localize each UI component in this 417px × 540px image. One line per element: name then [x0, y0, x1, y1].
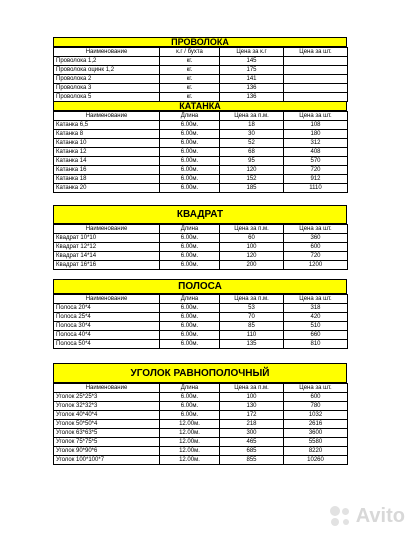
- table-row: [54, 322, 348, 331]
- item-name: Уголок 90*90*6: [54, 447, 160, 456]
- item-price: 300: [220, 429, 284, 438]
- column-header: Цена за п.м.: [220, 295, 284, 304]
- item-price: 100: [220, 393, 284, 402]
- item-name: Квадрат 12*12: [54, 243, 160, 252]
- item-length: 6.00м.: [160, 340, 220, 349]
- item-length: 6.00м.: [160, 139, 220, 148]
- item-name: Катанка 8: [54, 130, 160, 139]
- item-total: 1032: [284, 411, 348, 420]
- column-header: Цена за п.м.: [220, 112, 284, 121]
- table-row: [54, 139, 348, 148]
- avito-watermark: [330, 505, 405, 528]
- section-title: КВАДРАТ: [53, 205, 347, 224]
- item-length: 6.00м.: [160, 243, 220, 252]
- column-header: к.г / бухта: [160, 48, 220, 57]
- table-header: [54, 48, 348, 57]
- table-row: [54, 304, 348, 313]
- table-row: [54, 447, 348, 456]
- item-total: 420: [284, 313, 348, 322]
- item-name: Катанка 16: [54, 166, 160, 175]
- table-row: [54, 175, 348, 184]
- table-row: [54, 420, 348, 429]
- table-row: [54, 157, 348, 166]
- item-total: 8220: [284, 447, 348, 456]
- item-name: Катанка 12: [54, 148, 160, 157]
- column-header: Цена за к.г: [220, 48, 284, 57]
- item-price: 685: [220, 447, 284, 456]
- column-header: Наименование: [54, 48, 160, 57]
- item-price: 465: [220, 438, 284, 447]
- item-unit: кг.: [160, 84, 220, 93]
- item-total: 570: [284, 157, 348, 166]
- item-length: 6.00м.: [160, 402, 220, 411]
- item-length: 12.00м.: [160, 420, 220, 429]
- item-price: 218: [220, 420, 284, 429]
- section-equal-angle: [53, 363, 347, 465]
- item-total: 1200: [284, 261, 348, 270]
- table-row: [54, 234, 348, 243]
- item-price: 141: [220, 75, 284, 84]
- item-name: Квадрат 16*16: [54, 261, 160, 270]
- column-header: Наименование: [54, 225, 160, 234]
- column-header: Цена за шт.: [284, 225, 348, 234]
- item-total: [284, 66, 348, 75]
- item-name: Катанка 6,5: [54, 121, 160, 130]
- item-length: 12.00м.: [160, 438, 220, 447]
- table-header: [54, 295, 348, 304]
- item-length: 12.00м.: [160, 447, 220, 456]
- item-name: Уголок 25*25*3: [54, 393, 160, 402]
- item-name: Уголок 63*63*5: [54, 429, 160, 438]
- item-price: 185: [220, 184, 284, 193]
- section-title: УГОЛОК РАВНОПОЛОЧНЫЙ: [53, 363, 347, 383]
- item-price: 53: [220, 304, 284, 313]
- table-header: [54, 384, 348, 393]
- table-row: [54, 57, 348, 66]
- table-row: [54, 429, 348, 438]
- item-length: 6.00м.: [160, 130, 220, 139]
- item-length: 12.00м.: [160, 456, 220, 465]
- item-name: Полоса 20*4: [54, 304, 160, 313]
- section-title: ПРОВОЛОКА: [53, 37, 347, 47]
- item-price: 200: [220, 261, 284, 270]
- item-name: Уголок 40*40*4: [54, 411, 160, 420]
- item-price: 60: [220, 234, 284, 243]
- section-wire-rod: [53, 101, 347, 193]
- item-total: 360: [284, 234, 348, 243]
- item-total: 912: [284, 175, 348, 184]
- item-total: 810: [284, 340, 348, 349]
- item-total: 510: [284, 322, 348, 331]
- price-table: [53, 383, 348, 465]
- item-total: 660: [284, 331, 348, 340]
- item-price: 30: [220, 130, 284, 139]
- item-total: 1110: [284, 184, 348, 193]
- item-total: 318: [284, 304, 348, 313]
- item-total: 408: [284, 148, 348, 157]
- item-name: Квадрат 14*14: [54, 252, 160, 261]
- item-length: 6.00м.: [160, 411, 220, 420]
- item-price: 145: [220, 57, 284, 66]
- item-length: 6.00м.: [160, 234, 220, 243]
- item-name: Проволока 1,2: [54, 57, 160, 66]
- item-price: 95: [220, 157, 284, 166]
- item-price: 70: [220, 313, 284, 322]
- item-unit: кг.: [160, 57, 220, 66]
- item-name: Полоса 25*4: [54, 313, 160, 322]
- item-name: Полоса 40*4: [54, 331, 160, 340]
- item-length: 6.00м.: [160, 393, 220, 402]
- item-total: 3600: [284, 429, 348, 438]
- price-table: [53, 47, 348, 102]
- item-price: 85: [220, 322, 284, 331]
- item-length: 6.00м.: [160, 304, 220, 313]
- item-price: 120: [220, 252, 284, 261]
- table-row: [54, 66, 348, 75]
- price-table: [53, 294, 348, 349]
- item-name: Проволока 3: [54, 84, 160, 93]
- column-header: Цена за шт.: [284, 295, 348, 304]
- table-row: [54, 411, 348, 420]
- item-price: 172: [220, 411, 284, 420]
- table-row: [54, 252, 348, 261]
- item-total: 10260: [284, 456, 348, 465]
- column-header: Длина: [160, 225, 220, 234]
- column-header: Цена за шт.: [284, 48, 348, 57]
- item-name: Уголок 50*50*4: [54, 420, 160, 429]
- item-total: 312: [284, 139, 348, 148]
- table-row: [54, 166, 348, 175]
- item-total: 600: [284, 393, 348, 402]
- table-row: [54, 456, 348, 465]
- table-row: [54, 148, 348, 157]
- item-name: Проволока 5: [54, 93, 160, 102]
- table-row: [54, 313, 348, 322]
- item-price: 52: [220, 139, 284, 148]
- section-title: КАТАНКА: [53, 101, 347, 111]
- item-name: Полоса 30*4: [54, 322, 160, 331]
- column-header: Цена за п.м.: [220, 225, 284, 234]
- item-length: 6.00м.: [160, 322, 220, 331]
- price-table: [53, 224, 348, 270]
- column-header: Цена за п.м.: [220, 384, 284, 393]
- item-length: 6.00м.: [160, 261, 220, 270]
- item-price: 135: [220, 340, 284, 349]
- item-length: 6.00м.: [160, 121, 220, 130]
- item-price: 68: [220, 148, 284, 157]
- item-total: 780: [284, 402, 348, 411]
- item-unit: кг.: [160, 93, 220, 102]
- table-row: [54, 331, 348, 340]
- item-length: 6.00м.: [160, 313, 220, 322]
- section-square-bar: [53, 205, 347, 270]
- avito-logo-icon: [330, 506, 352, 528]
- item-price: 18: [220, 121, 284, 130]
- item-length: 6.00м.: [160, 184, 220, 193]
- item-price: 100: [220, 243, 284, 252]
- column-header: Цена за шт.: [284, 384, 348, 393]
- item-price: 855: [220, 456, 284, 465]
- item-name: Катанка 20: [54, 184, 160, 193]
- item-total: [284, 84, 348, 93]
- section-wire: [53, 37, 347, 102]
- item-length: 6.00м.: [160, 157, 220, 166]
- item-name: Уголок 75*75*5: [54, 438, 160, 447]
- item-name: Квадрат 10*10: [54, 234, 160, 243]
- item-price: 130: [220, 402, 284, 411]
- item-unit: кг.: [160, 66, 220, 75]
- item-length: 6.00м.: [160, 252, 220, 261]
- table-header: [54, 225, 348, 234]
- item-length: 12.00м.: [160, 429, 220, 438]
- column-header: Цена за шт.: [284, 112, 348, 121]
- item-name: Проволока оцинк 1,2: [54, 66, 160, 75]
- item-total: 108: [284, 121, 348, 130]
- table-row: [54, 75, 348, 84]
- item-total: 5580: [284, 438, 348, 447]
- section-title: ПОЛОСА: [53, 279, 347, 294]
- column-header: Наименование: [54, 295, 160, 304]
- table-row: [54, 84, 348, 93]
- item-name: Проволока 2: [54, 75, 160, 84]
- column-header: Наименование: [54, 112, 160, 121]
- item-length: 6.00м.: [160, 166, 220, 175]
- table-row: [54, 121, 348, 130]
- item-total: 2616: [284, 420, 348, 429]
- item-total: 600: [284, 243, 348, 252]
- item-length: 6.00м.: [160, 148, 220, 157]
- item-total: 720: [284, 252, 348, 261]
- item-name: Полоса 50*4: [54, 340, 160, 349]
- item-price: 120: [220, 166, 284, 175]
- column-header: Наименование: [54, 384, 160, 393]
- column-header: Длина: [160, 384, 220, 393]
- item-price: 136: [220, 84, 284, 93]
- price-table: [53, 111, 348, 193]
- item-name: Уголок 32*32*3: [54, 402, 160, 411]
- column-header: Длина: [160, 112, 220, 121]
- item-name: Катанка 14: [54, 157, 160, 166]
- table-row: [54, 130, 348, 139]
- watermark-text: Avito: [355, 505, 405, 527]
- table-row: [54, 340, 348, 349]
- item-name: Катанка 18: [54, 175, 160, 184]
- item-total: 720: [284, 166, 348, 175]
- table-row: [54, 261, 348, 270]
- item-name: Уголок 100*100*7: [54, 456, 160, 465]
- table-row: [54, 402, 348, 411]
- item-price: 152: [220, 175, 284, 184]
- item-price: 136: [220, 93, 284, 102]
- item-length: 6.00м.: [160, 175, 220, 184]
- section-flat-bar: [53, 279, 347, 349]
- table-row: [54, 393, 348, 402]
- table-header: [54, 112, 348, 121]
- column-header: Длина: [160, 295, 220, 304]
- item-unit: кг.: [160, 75, 220, 84]
- item-name: Катанка 10: [54, 139, 160, 148]
- item-length: 6.00м.: [160, 331, 220, 340]
- item-total: [284, 75, 348, 84]
- table-row: [54, 184, 348, 193]
- item-price: 110: [220, 331, 284, 340]
- item-total: 180: [284, 130, 348, 139]
- table-row: [54, 243, 348, 252]
- table-row: [54, 438, 348, 447]
- item-price: 175: [220, 66, 284, 75]
- item-total: [284, 57, 348, 66]
